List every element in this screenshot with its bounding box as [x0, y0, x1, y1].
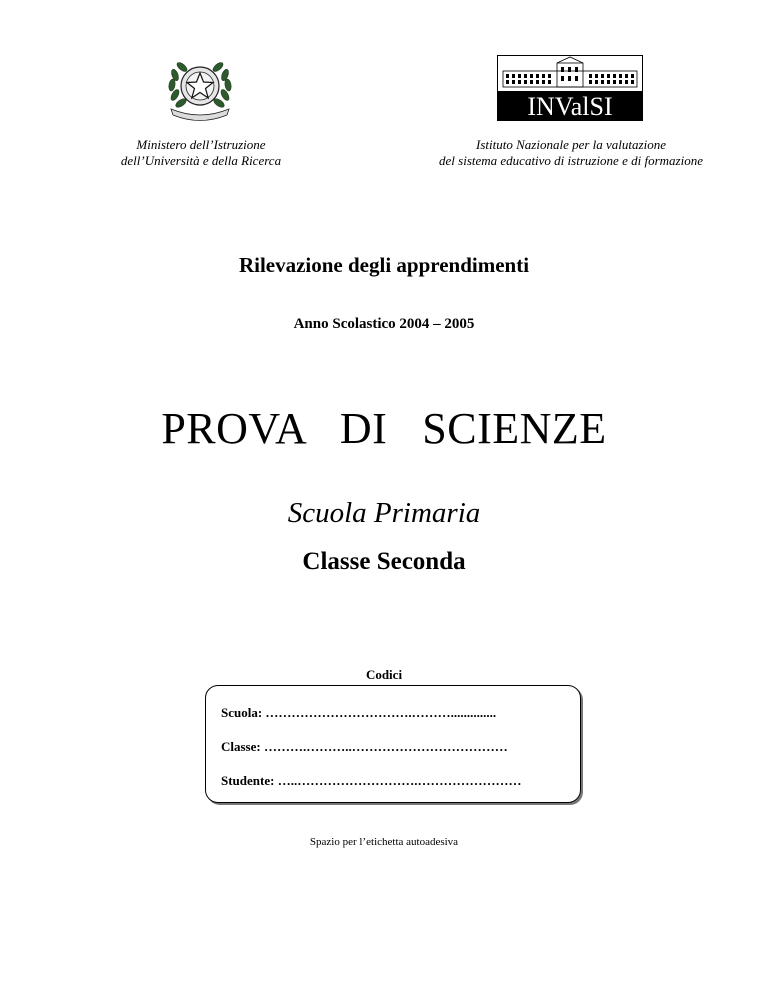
ministry-line-2: dell’Università e della Ricerca	[120, 153, 282, 168]
codes-label-box	[205, 685, 581, 803]
italian-republic-emblem-icon	[161, 55, 239, 121]
school-code-line: Scuola: …………………………….………..............	[221, 705, 497, 720]
survey-title: Rilevazione degli apprendimenti	[238, 253, 530, 277]
class-code-line: Classe: ……….………..………………………………	[221, 739, 508, 754]
sticker-space-note: Spazio per l’etichetta autoadesiva	[309, 836, 459, 848]
ministry-line-1: Ministero dell’Istruzione	[136, 137, 266, 152]
class-level: Classe Seconda	[302, 548, 466, 575]
invalsi-logo-text: INValSI	[527, 92, 613, 121]
school-level: Scuola Primaria	[287, 497, 481, 529]
test-title: PROVA DI SCIENZE	[161, 404, 607, 453]
institute-name	[395, 137, 747, 169]
invalsi-building-logo-icon	[497, 55, 643, 121]
institute-line-2: del sistema educativo di istruzione e di formazione	[439, 153, 703, 168]
ministry-name	[95, 137, 307, 169]
codes-heading: Codici	[365, 667, 403, 682]
student-code-line: Studente: …..……………………….……………………	[221, 773, 522, 788]
school-year: Anno Scolastico 2004 – 2005	[293, 316, 475, 332]
institute-line-1: Istituto Nazionale per la valutazione	[476, 137, 666, 152]
